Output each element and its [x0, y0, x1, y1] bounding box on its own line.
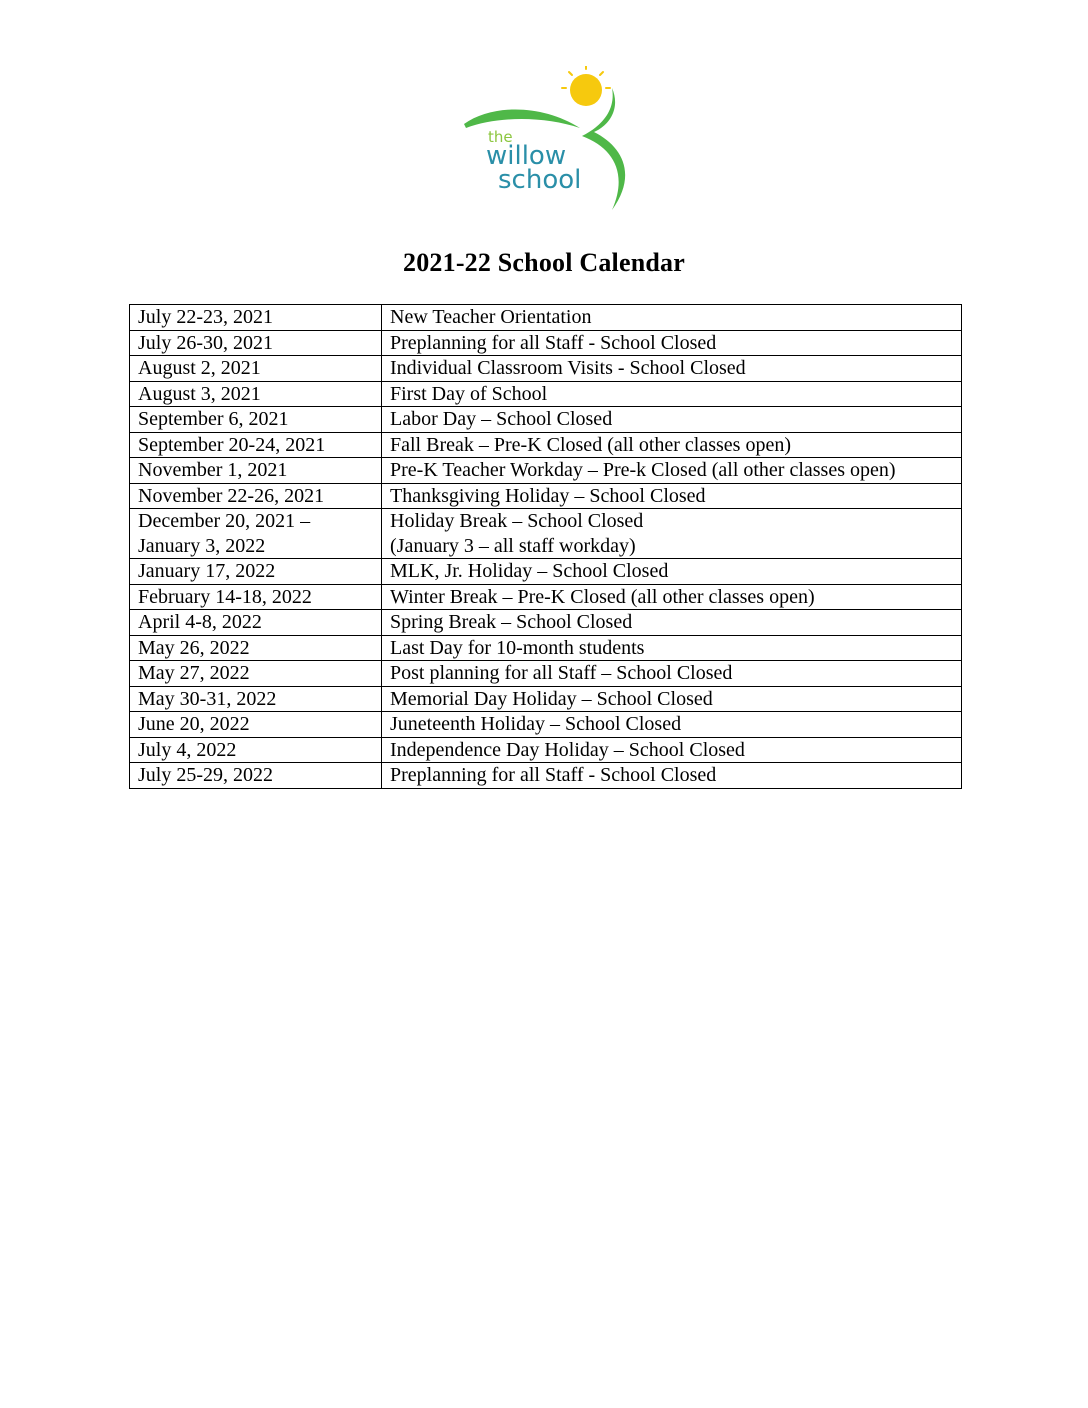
event-text: Preplanning for all Staff - School Closed: [390, 764, 717, 786]
date-text: January 3, 2022: [138, 534, 266, 557]
date-cell: [130, 584, 382, 610]
event-cell: [382, 483, 962, 509]
logo-word-the: the: [488, 128, 513, 146]
table-row: [130, 712, 962, 738]
table-row: [130, 635, 962, 661]
date-text: September 6, 2021: [138, 408, 289, 430]
event-text: Post planning for all Staff – School Closed: [390, 662, 733, 684]
event-cell: [382, 763, 962, 789]
logo-word-willow: willow: [486, 141, 567, 171]
table-row: [130, 356, 962, 382]
event-cell: [382, 635, 962, 661]
table-row: [130, 483, 962, 509]
date-text: June 20, 2022: [138, 713, 250, 735]
date-cell: [130, 559, 382, 585]
date-text: July 26-30, 2021: [138, 331, 273, 354]
willow-school-logo: [462, 66, 638, 214]
table-row: [130, 661, 962, 687]
date-text: May 30-31, 2022: [138, 687, 277, 710]
date-cell: [130, 330, 382, 356]
event-cell: [382, 305, 962, 331]
date-text: September 20-24, 2021: [138, 433, 326, 456]
event-cell: [382, 330, 962, 356]
event-cell: [382, 509, 962, 559]
date-text: January 17, 2022: [138, 560, 276, 582]
event-text: Winter Break – Pre-K Closed (all other classes open): [390, 585, 815, 608]
event-cell: [382, 559, 962, 585]
date-cell: [130, 712, 382, 738]
table-row: [130, 407, 962, 433]
event-cell: [382, 661, 962, 687]
event-text: Labor Day – School Closed: [390, 408, 613, 430]
date-text: August 2, 2021: [138, 357, 261, 379]
table-row: [130, 330, 962, 356]
date-cell: [130, 407, 382, 433]
calendar-table: [129, 304, 962, 789]
date-text: July 4, 2022: [138, 738, 237, 761]
logo-arc-right: [582, 88, 625, 210]
table-row: [130, 509, 962, 559]
logo-arc-left: [464, 109, 580, 128]
event-text: First Day of School: [390, 382, 548, 405]
date-cell: [130, 381, 382, 407]
date-text: February 14-18, 2022: [138, 585, 312, 608]
event-text: Last Day for 10-month students: [390, 636, 645, 659]
event-cell: [382, 407, 962, 433]
event-text: Spring Break – School Closed: [390, 611, 633, 633]
table-row: [130, 381, 962, 407]
table-row: [130, 305, 962, 331]
event-text: New Teacher Orientation: [390, 306, 592, 328]
table-row: [130, 610, 962, 636]
date-cell: [130, 509, 382, 559]
date-cell: [130, 305, 382, 331]
event-cell: [382, 432, 962, 458]
table-row: [130, 737, 962, 763]
event-text: Independence Day Holiday – School Closed: [390, 738, 745, 761]
event-text: Holiday Break – School Closed: [390, 510, 644, 532]
event-text: MLK, Jr. Holiday – School Closed: [390, 560, 669, 582]
date-text: August 3, 2021: [138, 382, 261, 405]
date-cell: [130, 737, 382, 763]
event-text: Fall Break – Pre-K Closed (all other classes open): [390, 433, 792, 456]
event-text: Memorial Day Holiday – School Closed: [390, 687, 713, 710]
table-row: [130, 559, 962, 585]
calendar-body: [130, 305, 962, 789]
event-text: Individual Classroom Visits - School Closed: [390, 357, 746, 379]
event-text: (January 3 – all staff workday): [390, 534, 636, 557]
date-text: May 27, 2022: [138, 662, 250, 684]
logo-word-school: school: [498, 165, 582, 195]
date-cell: [130, 686, 382, 712]
page-title: 2021-22 School Calendar: [403, 248, 685, 277]
event-cell: [382, 712, 962, 738]
date-cell: [130, 763, 382, 789]
table-row: [130, 458, 962, 484]
table-row: [130, 686, 962, 712]
date-cell: [130, 458, 382, 484]
event-cell: [382, 381, 962, 407]
event-cell: [382, 737, 962, 763]
date-text: July 25-29, 2022: [138, 764, 273, 786]
event-text: Pre-K Teacher Workday – Pre-k Closed (all other classes open): [390, 459, 896, 481]
date-cell: [130, 661, 382, 687]
date-text: July 22-23, 2021: [138, 306, 273, 328]
date-text: November 1, 2021: [138, 459, 288, 481]
event-cell: [382, 584, 962, 610]
table-row: [130, 584, 962, 610]
table-row: [130, 432, 962, 458]
date-cell: [130, 483, 382, 509]
date-text: December 20, 2021 –: [138, 510, 311, 532]
date-cell: [130, 356, 382, 382]
date-cell: [130, 610, 382, 636]
event-text: Thanksgiving Holiday – School Closed: [390, 484, 706, 507]
event-text: Juneteenth Holiday – School Closed: [390, 713, 682, 735]
table-row: [130, 763, 962, 789]
event-cell: [382, 356, 962, 382]
date-text: April 4-8, 2022: [138, 611, 262, 633]
date-cell: [130, 635, 382, 661]
event-cell: [382, 458, 962, 484]
event-text: Preplanning for all Staff - School Closed: [390, 331, 717, 354]
date-text: May 26, 2022: [138, 636, 250, 659]
date-cell: [130, 432, 382, 458]
event-cell: [382, 686, 962, 712]
date-text: November 22-26, 2021: [138, 484, 325, 507]
logo-graphic: [462, 66, 638, 214]
event-cell: [382, 610, 962, 636]
logo-sun: [570, 74, 602, 106]
